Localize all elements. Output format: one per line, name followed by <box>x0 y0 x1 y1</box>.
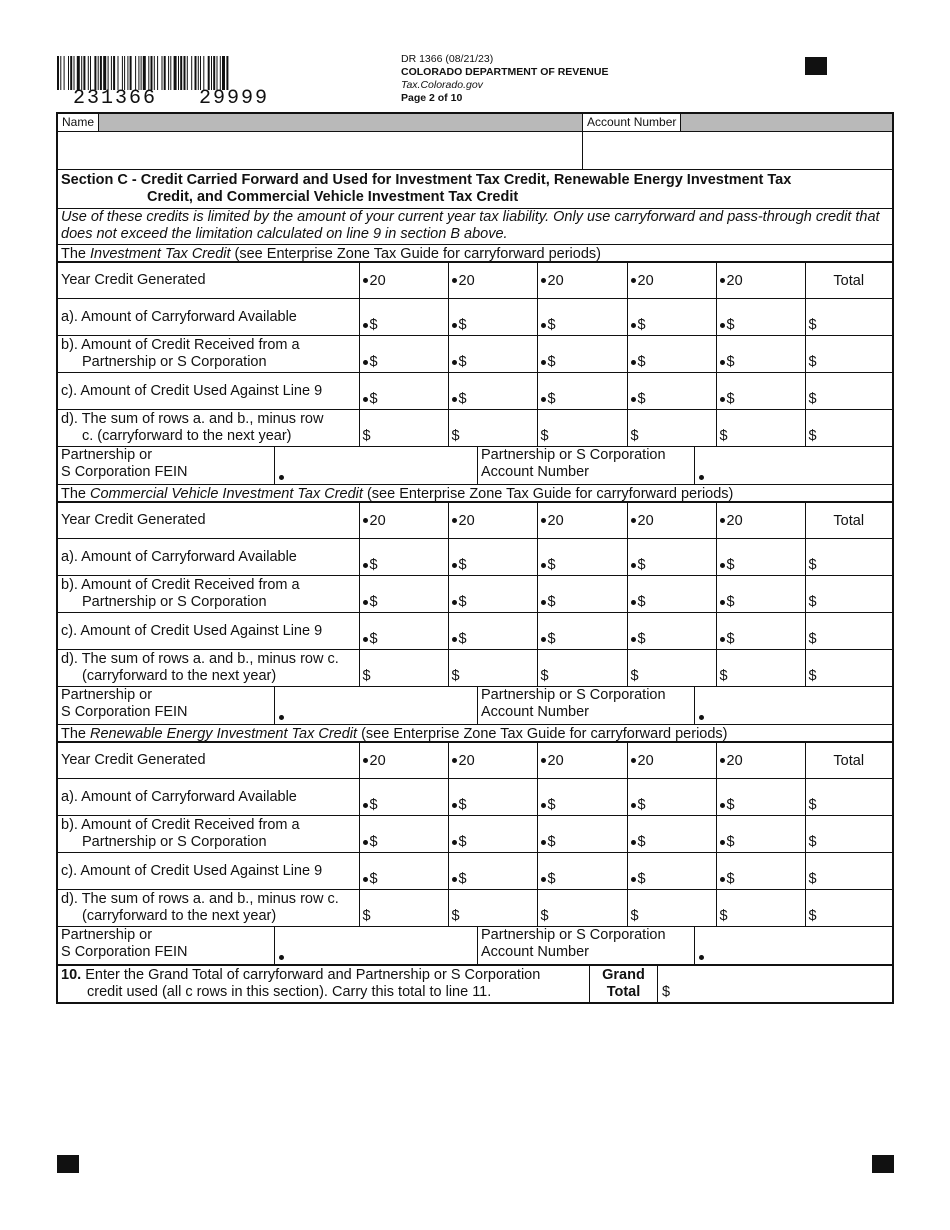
required-dot <box>363 877 368 882</box>
required-dot <box>631 600 636 605</box>
required-dot <box>720 360 725 365</box>
barcode-bar <box>141 56 142 90</box>
barcode-bar <box>226 56 228 90</box>
required-dot <box>631 518 636 523</box>
amount-field[interactable]: $ <box>627 779 716 816</box>
amount-field[interactable]: $ <box>448 539 537 576</box>
name-account-bar <box>58 114 892 132</box>
total-field[interactable]: $ <box>805 576 892 613</box>
required-dot <box>452 278 457 283</box>
required-dot <box>541 323 546 328</box>
required-dot <box>720 397 725 402</box>
amount-field[interactable]: $ <box>448 890 537 927</box>
barcode-bar <box>217 56 218 90</box>
amount-field[interactable]: $ <box>537 539 627 576</box>
amount-field[interactable]: $ <box>627 816 716 853</box>
amount-field[interactable]: $ <box>359 576 448 613</box>
barcode-bar <box>138 56 139 90</box>
row-c-label: c). Amount of Credit Used Against Line 9 <box>58 373 359 410</box>
credit-heading-reitc: The Renewable Energy Investment Tax Credit (see Enterprise Zone Tax Guide for carryforward periods) <box>58 725 892 742</box>
amount-field[interactable]: $ <box>359 373 448 410</box>
barcode-bar <box>198 56 199 90</box>
required-dot <box>720 877 725 882</box>
amount-field[interactable]: $ <box>716 890 805 927</box>
amount-field[interactable]: $ <box>359 779 448 816</box>
section-title-line1: Section C - Credit Carried Forward and Used for Investment Tax Credit, Renewable Energy Investment Tax <box>61 172 792 188</box>
amount-field[interactable]: $ <box>448 336 537 373</box>
row-d-label: d). The sum of rows a. and b., minus row c. (carryforward to the next year) <box>58 890 359 927</box>
barcode-bar <box>74 56 75 90</box>
required-dot <box>631 840 636 845</box>
required-dot <box>720 563 725 568</box>
required-dot <box>363 840 368 845</box>
amount-field[interactable]: $ <box>716 373 805 410</box>
barcode-bar <box>60 56 61 90</box>
required-dot <box>631 323 636 328</box>
year-label: Year Credit Generated <box>58 263 359 299</box>
barcode-bar <box>157 56 158 90</box>
required-dot <box>452 518 457 523</box>
barcode-bar <box>100 56 102 90</box>
barcode-bar <box>77 56 80 90</box>
total-field[interactable]: $ <box>805 816 892 853</box>
required-dot <box>363 360 368 365</box>
row-c <box>58 853 892 890</box>
section-title <box>58 170 892 209</box>
required-dot <box>452 360 457 365</box>
required-dot <box>631 803 636 808</box>
row-b-label: b). Amount of Credit Received from a Partnership or S Corporation <box>58 576 359 613</box>
amount-field[interactable]: $ <box>716 650 805 687</box>
required-dot <box>452 323 457 328</box>
required-dot <box>541 397 546 402</box>
total-field[interactable]: $ <box>805 650 892 687</box>
name-account-fields <box>58 132 892 170</box>
total-field[interactable]: $ <box>805 410 892 447</box>
barcode-bar <box>68 56 69 90</box>
account-number-label: Account Number <box>583 114 681 131</box>
barcode-bar <box>143 56 146 90</box>
barcode-bar <box>88 56 89 90</box>
total-header: Total <box>805 503 892 539</box>
barcode-bar <box>130 56 132 90</box>
required-dot <box>720 323 725 328</box>
barcode-bar <box>170 56 171 90</box>
amount-field[interactable]: $ <box>627 373 716 410</box>
amount-field[interactable]: $ <box>359 816 448 853</box>
barcode-bar <box>195 56 197 90</box>
grand-total-field[interactable]: $ <box>662 984 671 1000</box>
year-label: Year Credit Generated <box>58 743 359 779</box>
row-a <box>58 779 892 816</box>
amount-field[interactable]: $ <box>716 336 805 373</box>
line-10-text: 10. Enter the Grand Total of carryforward and Partnership or S Corporation credit used (all c rows in this section). Carry this total to line 11. <box>58 966 590 1002</box>
page-number: Page 2 of 10 <box>401 92 463 104</box>
partnership-account-field[interactable] <box>695 687 892 724</box>
fein-label: Partnership or S Corporation FEIN <box>58 927 275 964</box>
required-dot <box>363 600 368 605</box>
barcode-bar <box>111 56 112 90</box>
barcode-bar <box>187 56 188 90</box>
year-label: Year Credit Generated <box>58 503 359 539</box>
required-dot <box>631 563 636 568</box>
amount-field[interactable]: $ <box>627 539 716 576</box>
barcode-bar <box>83 56 85 90</box>
required-dot <box>452 563 457 568</box>
barcode-bar <box>148 56 149 90</box>
amount-field[interactable]: $ <box>537 373 627 410</box>
total-field[interactable]: $ <box>805 779 892 816</box>
barcode-bar <box>164 56 166 90</box>
amount-field[interactable]: $ <box>537 853 627 890</box>
barcode-bar <box>64 56 65 90</box>
amount-field[interactable]: $ <box>627 410 716 447</box>
amount-field[interactable]: $ <box>716 816 805 853</box>
amount-field[interactable]: $ <box>448 410 537 447</box>
required-dot <box>699 475 704 480</box>
year-field[interactable]: 20 <box>448 503 537 539</box>
year-row <box>58 743 892 779</box>
amount-field[interactable]: $ <box>448 650 537 687</box>
partnership-account-label: Partnership or S Corporation Account Number <box>478 447 695 484</box>
year-field[interactable]: 20 <box>359 503 448 539</box>
fein-label: Partnership or S Corporation FEIN <box>58 687 275 724</box>
required-dot <box>541 758 546 763</box>
row-a-label: a). Amount of Carryforward Available <box>58 539 359 576</box>
required-dot <box>363 278 368 283</box>
barcode-bar <box>178 56 179 90</box>
section-note: Use of these credits is limited by the amount of your current year tax liability. Only use carryforward and pass-through credit that does not exceed the limitation calculated on line 9 in section B above. <box>58 209 892 245</box>
amount-field[interactable]: $ <box>627 650 716 687</box>
row-d <box>58 410 892 447</box>
year-field[interactable]: 20 <box>537 743 627 779</box>
required-dot <box>720 840 725 845</box>
year-field[interactable]: 20 <box>537 263 627 299</box>
year-field[interactable]: 20 <box>627 743 716 779</box>
amount-field[interactable]: $ <box>537 613 627 650</box>
amount-field[interactable]: $ <box>448 576 537 613</box>
credit-heading-cvitc: The Commercial Vehicle Investment Tax Credit (see Enterprise Zone Tax Guide for carryforward periods) <box>58 485 892 502</box>
barcode-bar <box>113 56 115 90</box>
fein-field[interactable] <box>275 927 478 964</box>
amount-field[interactable]: $ <box>716 613 805 650</box>
barcode-bar <box>174 56 177 90</box>
row-c-label: c). Amount of Credit Used Against Line 9 <box>58 853 359 890</box>
amount-field[interactable]: $ <box>537 816 627 853</box>
amount-field[interactable]: $ <box>359 336 448 373</box>
required-dot <box>363 397 368 402</box>
required-dot <box>541 563 546 568</box>
required-dot <box>631 397 636 402</box>
amount-field[interactable]: $ <box>627 890 716 927</box>
year-field[interactable]: 20 <box>359 743 448 779</box>
fein-field[interactable] <box>275 687 478 724</box>
row-c-label: c). Amount of Credit Used Against Line 9 <box>58 613 359 650</box>
required-dot <box>452 637 457 642</box>
amount-field[interactable]: $ <box>448 779 537 816</box>
amount-field[interactable]: $ <box>537 336 627 373</box>
account-number-field[interactable] <box>583 132 892 169</box>
amount-field[interactable]: $ <box>448 613 537 650</box>
row-a <box>58 539 892 576</box>
credit-heading-itc: The Investment Tax Credit (see Enterprise Zone Tax Guide for carryforward periods) <box>58 245 892 262</box>
barcode-number: 231366 29999 <box>73 87 270 110</box>
amount-field[interactable]: $ <box>627 576 716 613</box>
total-header: Total <box>805 263 892 299</box>
required-dot <box>452 803 457 808</box>
required-dot <box>279 475 284 480</box>
barcode-bar <box>220 56 221 90</box>
form-id: DR 1366 (08/21/23) <box>401 53 494 65</box>
row-b <box>58 576 892 613</box>
required-dot <box>720 600 725 605</box>
required-dot <box>363 758 368 763</box>
required-dot <box>363 803 368 808</box>
amount-field[interactable]: $ <box>627 613 716 650</box>
partnership-account-field[interactable] <box>695 927 892 964</box>
barcode-bar <box>135 56 136 90</box>
barcode-bar <box>203 56 204 90</box>
total-header: Total <box>805 743 892 779</box>
amount-field[interactable]: $ <box>537 410 627 447</box>
barcode-bar <box>151 56 153 90</box>
required-dot <box>631 278 636 283</box>
amount-field[interactable]: $ <box>448 816 537 853</box>
required-dot <box>631 360 636 365</box>
fein-row <box>58 447 892 485</box>
required-dot <box>541 278 546 283</box>
barcode-bar <box>154 56 155 90</box>
barcode-bar <box>98 56 99 90</box>
amount-field[interactable]: $ <box>537 890 627 927</box>
row-b <box>58 816 892 853</box>
barcode-bar <box>191 56 192 90</box>
barcode-bar <box>127 56 128 90</box>
year-field[interactable]: 20 <box>537 503 627 539</box>
fein-row <box>58 687 892 725</box>
barcode-bar <box>94 56 96 90</box>
section-title-line2: Credit, and Commercial Vehicle Investment Tax Credit <box>147 189 519 205</box>
registration-mark-bottom-left <box>57 1155 79 1173</box>
amount-field[interactable]: $ <box>716 299 805 336</box>
row-c <box>58 613 892 650</box>
amount-field[interactable]: $ <box>537 576 627 613</box>
total-field[interactable]: $ <box>805 890 892 927</box>
credit-block-cvitc <box>58 485 892 725</box>
required-dot <box>541 637 546 642</box>
form-header <box>401 53 608 105</box>
barcode-bar <box>208 56 210 90</box>
barcode <box>57 56 309 90</box>
total-field[interactable]: $ <box>805 373 892 410</box>
total-field[interactable]: $ <box>805 613 892 650</box>
total-field[interactable]: $ <box>805 853 892 890</box>
partnership-account-label: Partnership or S Corporation Account Number <box>478 927 695 964</box>
required-dot <box>452 840 457 845</box>
required-dot <box>541 600 546 605</box>
row-a-label: a). Amount of Carryforward Available <box>58 779 359 816</box>
amount-field[interactable]: $ <box>627 299 716 336</box>
fein-label: Partnership or S Corporation FEIN <box>58 447 275 484</box>
required-dot <box>452 600 457 605</box>
barcode-bar <box>180 56 182 90</box>
year-field[interactable]: 20 <box>359 263 448 299</box>
row-c <box>58 373 892 410</box>
year-field[interactable]: 20 <box>627 263 716 299</box>
total-field[interactable]: $ <box>805 539 892 576</box>
amount-field[interactable]: $ <box>716 410 805 447</box>
year-field[interactable]: 20 <box>716 743 805 779</box>
amount-field[interactable]: $ <box>448 853 537 890</box>
registration-mark-top <box>805 57 827 75</box>
required-dot <box>720 518 725 523</box>
required-dot <box>720 278 725 283</box>
barcode-bar <box>168 56 169 90</box>
row-a <box>58 299 892 336</box>
required-dot <box>720 803 725 808</box>
required-dot <box>452 877 457 882</box>
barcode-bar <box>213 56 215 90</box>
amount-field[interactable]: $ <box>359 539 448 576</box>
barcode-bar <box>200 56 201 90</box>
required-dot <box>541 518 546 523</box>
required-dot <box>452 758 457 763</box>
credit-block-itc <box>58 245 892 485</box>
amount-field[interactable]: $ <box>359 613 448 650</box>
required-dot <box>720 637 725 642</box>
barcode-bar <box>81 56 82 90</box>
amount-field[interactable]: $ <box>716 539 805 576</box>
year-row <box>58 503 892 539</box>
amount-field[interactable]: $ <box>716 779 805 816</box>
line-10 <box>58 965 892 1002</box>
amount-field[interactable]: $ <box>537 299 627 336</box>
amount-field[interactable]: $ <box>627 336 716 373</box>
amount-field[interactable]: $ <box>448 373 537 410</box>
row-b-label: b). Amount of Credit Received from a Partnership or S Corporation <box>58 336 359 373</box>
required-dot <box>279 955 284 960</box>
amount-field[interactable]: $ <box>448 299 537 336</box>
required-dot <box>363 323 368 328</box>
required-dot <box>541 840 546 845</box>
row-b <box>58 336 892 373</box>
row-a-label: a). Amount of Carryforward Available <box>58 299 359 336</box>
registration-mark-bottom-right <box>872 1155 894 1173</box>
required-dot <box>631 637 636 642</box>
amount-field[interactable]: $ <box>716 576 805 613</box>
barcode-bar <box>118 56 119 90</box>
amount-field[interactable]: $ <box>359 890 448 927</box>
barcode-bar <box>57 56 59 90</box>
required-dot <box>631 877 636 882</box>
required-dot <box>363 637 368 642</box>
fein-row <box>58 927 892 965</box>
amount-field[interactable]: $ <box>359 410 448 447</box>
year-field[interactable]: 20 <box>627 503 716 539</box>
required-dot <box>363 518 368 523</box>
grand-total-label: Grand Total <box>590 966 658 1002</box>
required-dot <box>279 715 284 720</box>
required-dot <box>541 803 546 808</box>
department-name: COLORADO DEPARTMENT OF REVENUE <box>401 66 609 78</box>
barcode-bar <box>184 56 186 90</box>
total-field[interactable]: $ <box>805 336 892 373</box>
barcode-bar <box>70 56 72 90</box>
amount-field[interactable]: $ <box>359 853 448 890</box>
year-field[interactable]: 20 <box>716 263 805 299</box>
name-field[interactable] <box>58 132 582 169</box>
name-label: Name <box>58 114 99 131</box>
website: Tax.Colorado.gov <box>401 79 483 91</box>
barcode-bar <box>90 56 91 90</box>
partnership-account-label: Partnership or S Corporation Account Number <box>478 687 695 724</box>
barcode-bar <box>103 56 106 90</box>
barcode-bar <box>162 56 163 90</box>
required-dot <box>699 955 704 960</box>
total-field[interactable]: $ <box>805 299 892 336</box>
amount-field[interactable]: $ <box>359 299 448 336</box>
required-dot <box>699 715 704 720</box>
row-d-label: d). The sum of rows a. and b., minus row c. (carryforward to the next year) <box>58 410 359 447</box>
year-field[interactable]: 20 <box>448 263 537 299</box>
amount-field[interactable]: $ <box>716 853 805 890</box>
amount-field[interactable]: $ <box>627 853 716 890</box>
required-dot <box>363 563 368 568</box>
required-dot <box>720 758 725 763</box>
year-field[interactable]: 20 <box>448 743 537 779</box>
required-dot <box>541 360 546 365</box>
barcode-bar <box>108 56 109 90</box>
year-field[interactable]: 20 <box>716 503 805 539</box>
row-d-label: d). The sum of rows a. and b., minus row c. (carryforward to the next year) <box>58 650 359 687</box>
amount-field[interactable]: $ <box>359 650 448 687</box>
required-dot <box>541 877 546 882</box>
amount-field[interactable]: $ <box>537 650 627 687</box>
credit-block-reitc <box>58 725 892 965</box>
row-d <box>58 890 892 927</box>
row-b-label: b). Amount of Credit Received from a Partnership or S Corporation <box>58 816 359 853</box>
barcode-bar <box>211 56 212 90</box>
required-dot <box>631 758 636 763</box>
barcode-bar <box>222 56 225 90</box>
year-row <box>58 263 892 299</box>
barcode-bar <box>122 56 123 90</box>
fein-field[interactable] <box>275 447 478 484</box>
required-dot <box>452 397 457 402</box>
partnership-account-field[interactable] <box>695 447 892 484</box>
section-c-form <box>56 112 894 1004</box>
barcode-bar <box>124 56 125 90</box>
amount-field[interactable]: $ <box>537 779 627 816</box>
row-d <box>58 650 892 687</box>
